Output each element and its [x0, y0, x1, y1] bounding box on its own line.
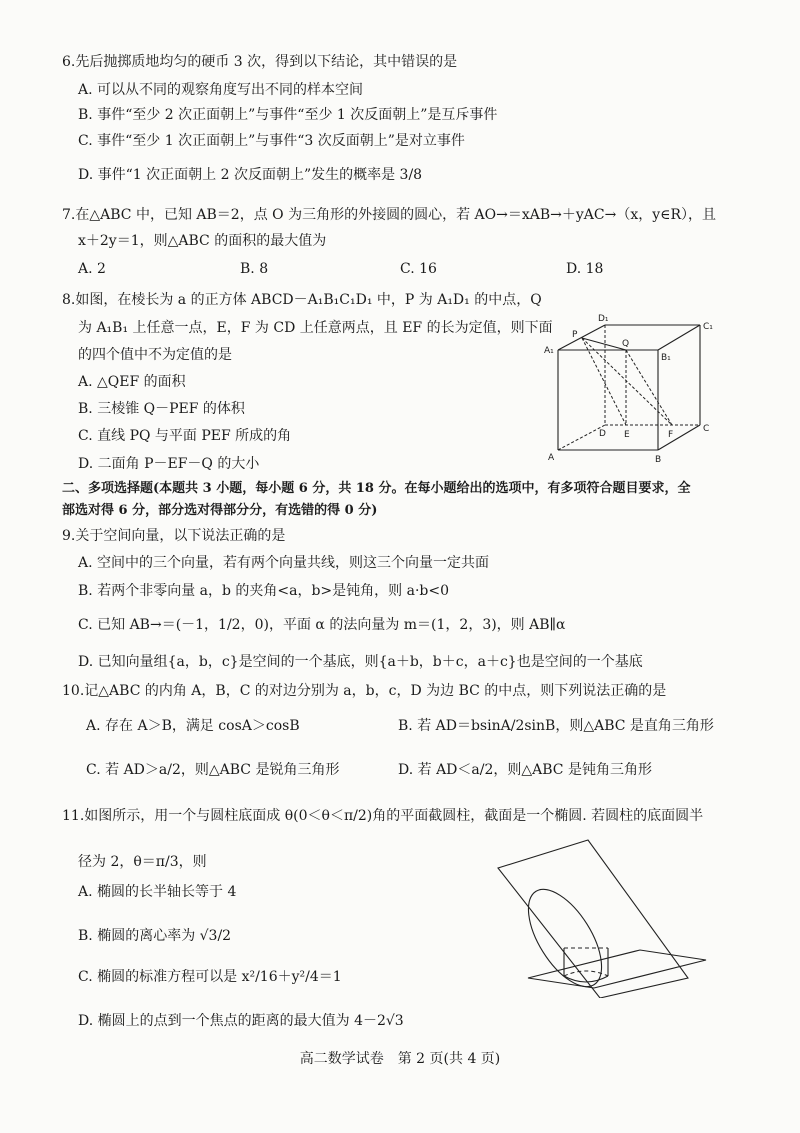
q8-stem-line2: 为 A₁B₁ 上任意一点，E，F 为 CD 上任意两点，且 EF 的长为定值，则下面	[78, 320, 553, 336]
cube-figure	[540, 310, 715, 470]
q11-stem-line2: 径为 2，θ＝π/3，则	[78, 854, 207, 870]
q11-stem-line1: 11.如图所示，用一个与圆柱底面成 θ(0＜θ＜π/2)角的平面截圆柱，截面是一个椭圆. 若圆柱的底面圆半	[62, 808, 704, 824]
q11-option-d: D. 椭圆上的点到一个焦点的距离的最大值为 4－2√3	[78, 1013, 404, 1029]
q7-option-a: A. 2	[78, 261, 106, 277]
q9-option-a: A. 空间中的三个向量，若有两个向量共线，则这三个向量一定共面	[78, 555, 490, 571]
q6-option-b: B. 事件“至少 2 次正面朝上”与事件“至少 1 次反面朝上”是互斥事件	[78, 107, 498, 123]
q7-option-d: D. 18	[566, 261, 604, 277]
q8-option-a: A. △QEF 的面积	[78, 374, 186, 390]
q7-stem-line1: 7.在△ABC 中，已知 AB＝2，点 O 为三角形的外接圆的圆心，若 AO→＝xAB→＋yAC→（x，y∈R），且	[62, 207, 717, 223]
q8-option-c: C. 直线 PQ 与平面 PEF 所成的角	[78, 428, 292, 444]
cylinder-figure	[490, 838, 720, 998]
q7-stem-line2: x＋2y＝1，则△ABC 的面积的最大值为	[78, 233, 327, 249]
q6-option-c: C. 事件“至少 1 次正面朝上”与事件“3 次反面朝上”是对立事件	[78, 133, 465, 149]
q10-option-d: D. 若 AD＜a/2，则△ABC 是钝角三角形	[398, 762, 652, 778]
label-c1: C₁	[703, 322, 713, 332]
label-f: F	[668, 430, 674, 440]
label-d: D	[599, 429, 606, 439]
segment-pe	[582, 338, 626, 425]
q7-option-c: C. 16	[400, 261, 437, 277]
label-b: B	[655, 455, 662, 465]
section2-header-line1: 二、多项选择题(本题共 3 小题，每小题 6 分，共 18 分。在每小题给出的选项中，有多项符合题目要求，全	[62, 481, 691, 496]
label-d1: D₁	[598, 314, 609, 324]
q10-option-c: C. 若 AD＞a/2，则△ABC 是锐角三角形	[86, 762, 340, 778]
q10-stem: 10.记△ABC 的内角 A，B，C 的对边分别为 a，b，c，D 为边 BC 的中点，则下列说法正确的是	[62, 683, 667, 699]
label-c: C	[703, 424, 710, 434]
cube-edge-b1c1	[658, 325, 700, 350]
q10-option-b: B. 若 AD＝bsinA/2sinB，则△ABC 是直角三角形	[398, 718, 714, 734]
q6-option-a: A. 可以从不同的观察角度写出不同的样本空间	[78, 82, 364, 98]
label-a: A	[548, 453, 555, 463]
cube-edge-bc	[658, 425, 700, 450]
label-q: Q	[622, 339, 630, 349]
q9-option-b: B. 若两个非零向量 a，b 的夹角<a，b>是钝角，则 a·b<0	[78, 583, 450, 599]
q6-stem: 6.先后抛掷质地均匀的硬币 3 次，得到以下结论，其中错误的是	[62, 54, 458, 70]
label-p: P	[572, 330, 578, 340]
segment-pq	[582, 338, 626, 350]
q10-option-a: A. 存在 A＞B，满足 cosA＞cosB	[86, 718, 300, 734]
cube-edge-ad-hidden	[558, 425, 605, 450]
q11-option-c: C. 椭圆的标准方程可以是 x²/16＋y²/4＝1	[78, 969, 342, 985]
label-e: E	[624, 430, 630, 440]
q11-option-a: A. 椭圆的长半轴长等于 4	[78, 884, 237, 900]
page-footer: 高二数学试卷 第 2 页(共 4 页)	[299, 1051, 501, 1067]
ellipse-section	[514, 878, 616, 998]
cutting-plane	[498, 840, 688, 998]
q11-option-b: B. 椭圆的离心率为 √3/2	[78, 928, 232, 944]
q8-stem-line1: 8.如图，在棱长为 a 的正方体 ABCD－A₁B₁C₁D₁ 中，P 为 A₁D₁ 的中点，Q	[62, 292, 542, 308]
section2-header-line2: 部选对得 6 分，部分选对得部分分，有选错的得 0 分)	[62, 503, 378, 518]
q8-stem-line3: 的四个值中不为定值的是	[78, 347, 232, 363]
q9-option-d: D. 已知向量组{a，b，c}是空间的一个基底，则{a＋b，b＋c，a＋c}也是空间的一个基底	[78, 654, 643, 670]
cube-edge-a1d1	[558, 325, 605, 350]
q8-option-b: B. 三棱锥 Q－PEF 的体积	[78, 401, 245, 417]
q9-option-c: C. 已知 AB→＝(－1，1/2，0)，平面 α 的法向量为 m＝(1，2，3)，则 AB∥α	[78, 617, 566, 633]
q7-option-b: B. 8	[240, 261, 269, 277]
label-b1: B₁	[661, 353, 671, 363]
q6-option-d: D. 事件“1 次正面朝上 2 次反面朝上”发生的概率是 3/8	[78, 167, 423, 183]
q9-stem: 9.关于空间向量，以下说法正确的是	[62, 528, 286, 544]
q8-option-d: D. 二面角 P－EF－Q 的大小	[78, 456, 260, 472]
base-plane	[528, 950, 706, 988]
label-a1: A₁	[544, 346, 554, 356]
